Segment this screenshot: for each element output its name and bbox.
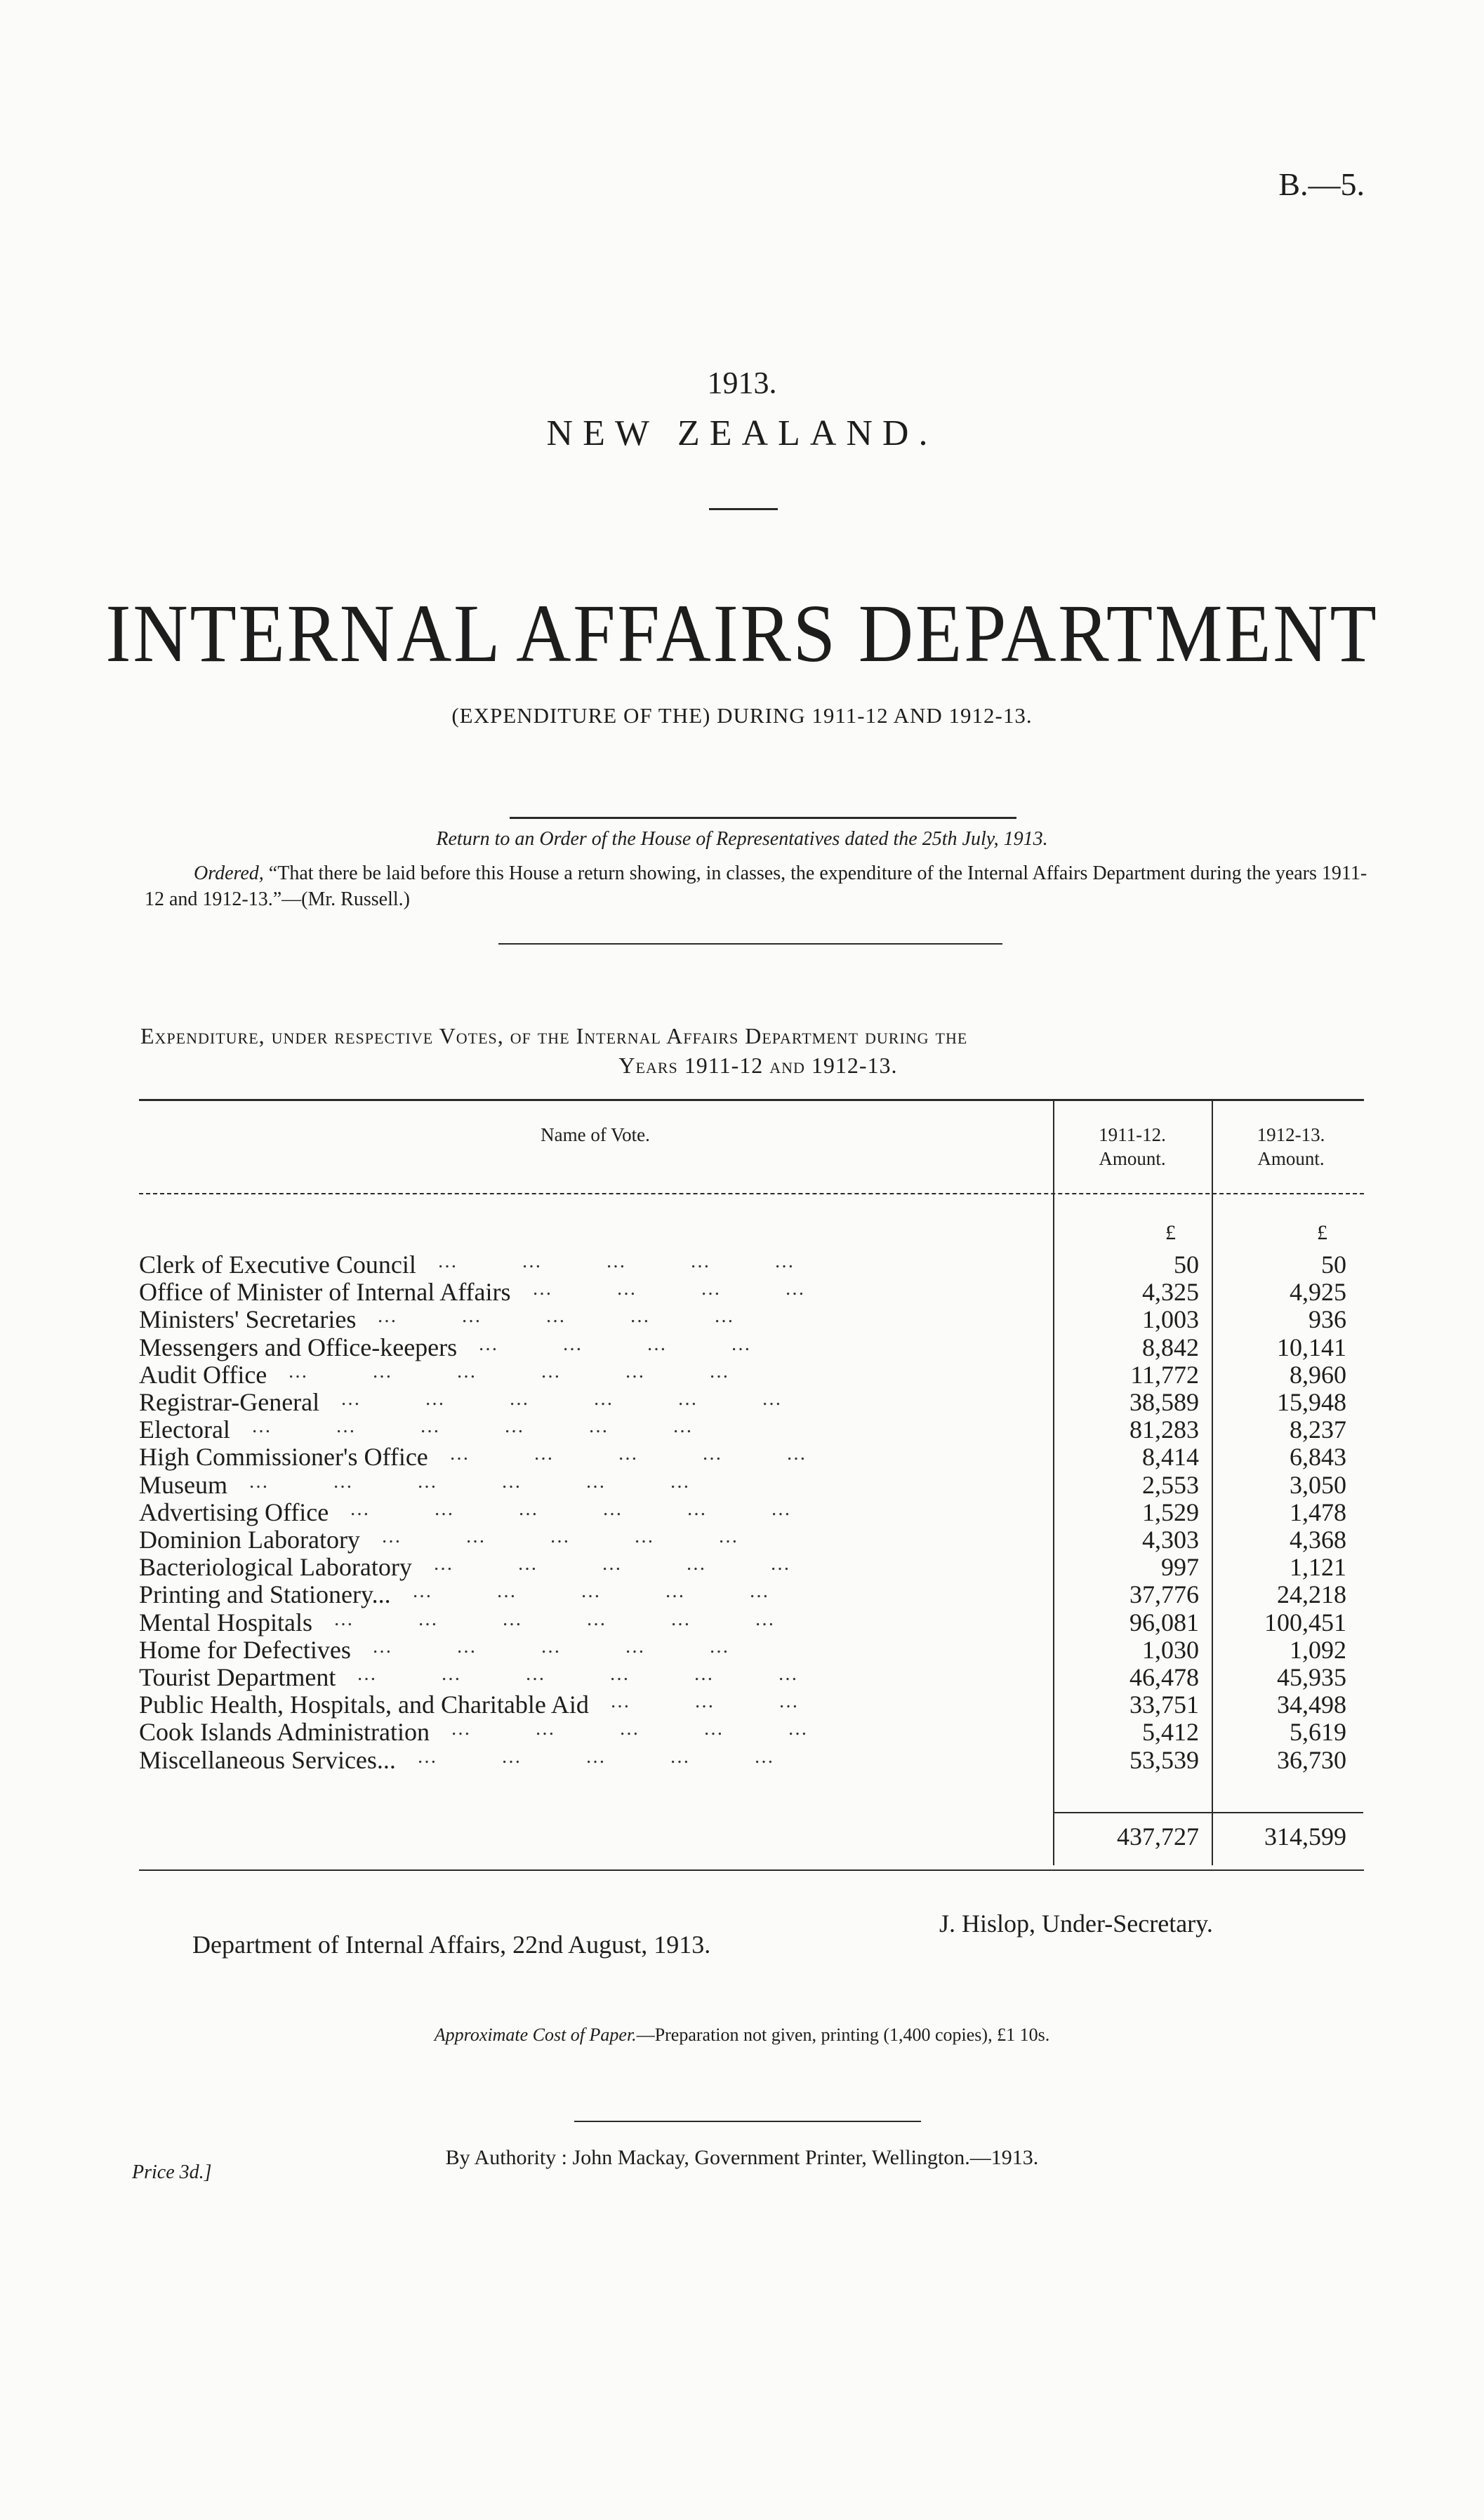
table-caption: [140, 1021, 1376, 1080]
leader-dots: … … … … … …: [251, 1415, 757, 1438]
return-order-line: Return to an Order of the House of Representatives dated the 25th July, 1913.: [436, 828, 1048, 850]
column-header-1911-12: [1054, 1123, 1210, 1171]
table-row: [139, 1718, 1374, 1746]
leader-dots: … … … … … …: [333, 1608, 839, 1630]
amount-1912-13: 1,121: [1290, 1553, 1346, 1582]
currency-symbol-col-2: £: [1317, 1221, 1327, 1244]
vote-name: Miscellaneous Services...: [139, 1745, 396, 1774]
table-row: [139, 1305, 1374, 1333]
paper-cost-text: —Preparation not given, printing (1,400 copies), £1 10s.: [636, 2025, 1050, 2045]
amount-1911-12: 8,414: [1142, 1443, 1199, 1472]
amount-1911-12: 53,539: [1129, 1745, 1199, 1774]
leader-dots: … … … … …: [377, 1305, 798, 1328]
header-rule: [139, 1193, 1364, 1194]
leader-dots: … … … … … …: [288, 1360, 793, 1382]
vote-name: Electoral: [139, 1415, 230, 1444]
vote-name: Dominion Laboratory: [139, 1526, 360, 1554]
leader-dots: … … … … … …: [350, 1498, 855, 1520]
vote-name: Registrar-General: [139, 1388, 320, 1416]
vote-name: Office of Minister of Internal Affairs: [139, 1278, 511, 1307]
vote-name: Audit Office: [139, 1360, 267, 1389]
table-row: [139, 1388, 1374, 1416]
leader-dots: … … … … …: [449, 1443, 870, 1465]
vote-name: Cook Islands Administration: [139, 1718, 430, 1747]
table-row: [139, 1746, 1374, 1774]
amount-1912-13: 5,619: [1290, 1718, 1346, 1747]
leader-dots: … … … … …: [433, 1553, 854, 1575]
page-subtitle: (EXPENDITURE OF THE) DURING 1911-12 AND 1912-13.: [451, 703, 1033, 728]
printer-authority: By Authority : John Mackay, Government Printer, Wellington.—1913.: [445, 2146, 1039, 2169]
amount-1912-13: 45,935: [1277, 1663, 1346, 1691]
signatory: J. Hislop, Under-Secretary.: [939, 1909, 1213, 1938]
column-2-label: Amount.: [1257, 1148, 1325, 1169]
ordered-label: Ordered,: [194, 862, 264, 884]
table-row: [139, 1663, 1374, 1691]
vote-name: Clerk of Executive Council: [139, 1251, 416, 1279]
document-year: 1913.: [707, 366, 777, 400]
table-caption-line-2: Years 1911-12 and 1912-13.: [618, 1053, 898, 1078]
table-row: [139, 1608, 1374, 1636]
amount-1912-13: 4,368: [1290, 1526, 1346, 1554]
amount-1911-12: 4,325: [1142, 1278, 1199, 1307]
leader-dots: … … … …: [478, 1333, 815, 1355]
document-code: B.—5.: [1278, 166, 1365, 202]
amount-1912-13: 6,843: [1290, 1443, 1346, 1472]
table-row: [139, 1636, 1374, 1664]
amount-1911-12: 50: [1174, 1251, 1199, 1279]
vote-name: Ministers' Secretaries: [139, 1305, 357, 1334]
amount-1911-12: 37,776: [1129, 1580, 1199, 1609]
table-row: [139, 1498, 1374, 1526]
amount-1911-12: 33,751: [1129, 1691, 1199, 1719]
vote-name: Home for Defectives: [139, 1635, 351, 1664]
paper-cost-note: [0, 2025, 1484, 2046]
total-1912-13: 314,599: [1264, 1822, 1346, 1851]
divider-rule: [498, 943, 1002, 945]
amount-1911-12: 1,003: [1142, 1305, 1199, 1334]
amount-1911-12: 38,589: [1129, 1388, 1199, 1416]
amount-1911-12: 2,553: [1142, 1470, 1199, 1499]
amount-1911-12: 5,412: [1142, 1718, 1199, 1747]
order-paragraph: [145, 860, 1373, 912]
leader-dots: … … … … …: [372, 1635, 793, 1658]
amount-1911-12: 11,772: [1130, 1360, 1199, 1389]
amount-1912-13: 24,218: [1277, 1580, 1346, 1609]
order-text: “That there be laid before this House a return showing, in classes, the expenditure of the Internal Affairs Department during the years 1911-12 and 1912-13.”—(Mr. Russell.): [145, 862, 1367, 910]
vote-name: Advertising Office: [139, 1498, 329, 1526]
total-1911-12: 437,727: [1117, 1822, 1199, 1851]
amount-1911-12: 81,283: [1129, 1415, 1199, 1444]
amount-1911-12: 997: [1161, 1553, 1199, 1582]
amount-1911-12: 96,081: [1129, 1608, 1199, 1636]
vote-name: High Commissioner's Office: [139, 1443, 428, 1472]
amount-1912-13: 15,948: [1277, 1388, 1346, 1416]
price: Price 3d.]: [132, 2161, 212, 2183]
page-title: INTERNAL AFFAIRS DEPARTMENT: [105, 587, 1379, 679]
table-row: [139, 1361, 1374, 1389]
column-header-1912-13: [1213, 1123, 1369, 1171]
column-2-year: 1912-13.: [1257, 1124, 1325, 1145]
leader-dots: … … … … …: [381, 1526, 802, 1547]
department-date: Department of Internal Affairs, 22nd August, 1913.: [192, 1931, 711, 1959]
amount-1911-12: 1,030: [1142, 1635, 1199, 1664]
vote-name: Bacteriological Laboratory: [139, 1553, 412, 1582]
amount-1912-13: 8,237: [1290, 1415, 1346, 1444]
country-heading: NEW ZEALAND.: [546, 413, 938, 453]
table-top-rule: [139, 1099, 1364, 1101]
amount-1911-12: 8,842: [1142, 1333, 1199, 1361]
table-row: [139, 1251, 1374, 1279]
table-row: [139, 1278, 1374, 1306]
table-row: [139, 1443, 1374, 1471]
leader-dots: … … … … … …: [340, 1388, 846, 1410]
amount-1912-13: 8,960: [1290, 1360, 1346, 1389]
vote-name: Museum: [139, 1470, 227, 1499]
table-row: [139, 1471, 1374, 1499]
amount-1912-13: 936: [1309, 1305, 1346, 1334]
amount-1911-12: 4,303: [1142, 1526, 1199, 1554]
table-row: [139, 1526, 1374, 1554]
leader-dots: … … … … …: [417, 1745, 838, 1768]
divider-rule: [709, 508, 778, 510]
vote-name: Tourist Department: [139, 1663, 336, 1691]
divider-rule: [510, 817, 1016, 819]
table-caption-line-1: Expenditure, under respective Votes, of the Internal Affairs Department during the: [140, 1023, 968, 1048]
paper-cost-label: Approximate Cost of Paper.: [434, 2025, 637, 2045]
leader-dots: … … … … … …: [357, 1663, 862, 1685]
table-bottom-rule: [139, 1869, 1364, 1871]
amount-1912-13: 4,925: [1290, 1278, 1346, 1307]
leader-dots: … … … … …: [451, 1718, 872, 1740]
table-row: [139, 1553, 1374, 1581]
table-row: [139, 1580, 1374, 1608]
table-row: [139, 1333, 1374, 1361]
vote-name: Mental Hospitals: [139, 1608, 312, 1636]
amount-1912-13: 3,050: [1290, 1470, 1346, 1499]
amount-1912-13: 1,092: [1290, 1635, 1346, 1664]
column-1-year: 1911-12.: [1099, 1124, 1166, 1145]
leader-dots: … … … … …: [437, 1251, 859, 1272]
vote-name: Public Health, Hospitals, and Charitable Aid: [139, 1691, 589, 1719]
amount-1912-13: 10,141: [1277, 1333, 1346, 1361]
table-row: [139, 1691, 1374, 1719]
amount-1912-13: 1,478: [1290, 1498, 1346, 1526]
column-header-name: Name of Vote.: [541, 1124, 650, 1145]
amount-1912-13: 50: [1321, 1251, 1346, 1279]
amount-1912-13: 36,730: [1277, 1745, 1346, 1774]
table-row: [139, 1415, 1374, 1444]
currency-symbol-col-1: £: [1165, 1221, 1176, 1244]
amount-1912-13: 34,498: [1277, 1691, 1346, 1719]
leader-dots: … … … …: [532, 1278, 869, 1300]
leader-dots: … … … … … …: [249, 1470, 754, 1493]
column-1-label: Amount.: [1099, 1148, 1166, 1169]
amount-1912-13: 100,451: [1264, 1608, 1346, 1636]
leader-dots: … … … … …: [412, 1580, 833, 1603]
amount-1911-12: 1,529: [1142, 1498, 1199, 1526]
vote-name: Messengers and Office-keepers: [139, 1333, 458, 1361]
vote-name: Printing and Stationery...: [139, 1580, 391, 1609]
divider-rule: [574, 2121, 921, 2122]
total-rule: [1054, 1812, 1363, 1813]
amount-1911-12: 46,478: [1129, 1663, 1199, 1691]
leader-dots: … … …: [610, 1691, 863, 1713]
